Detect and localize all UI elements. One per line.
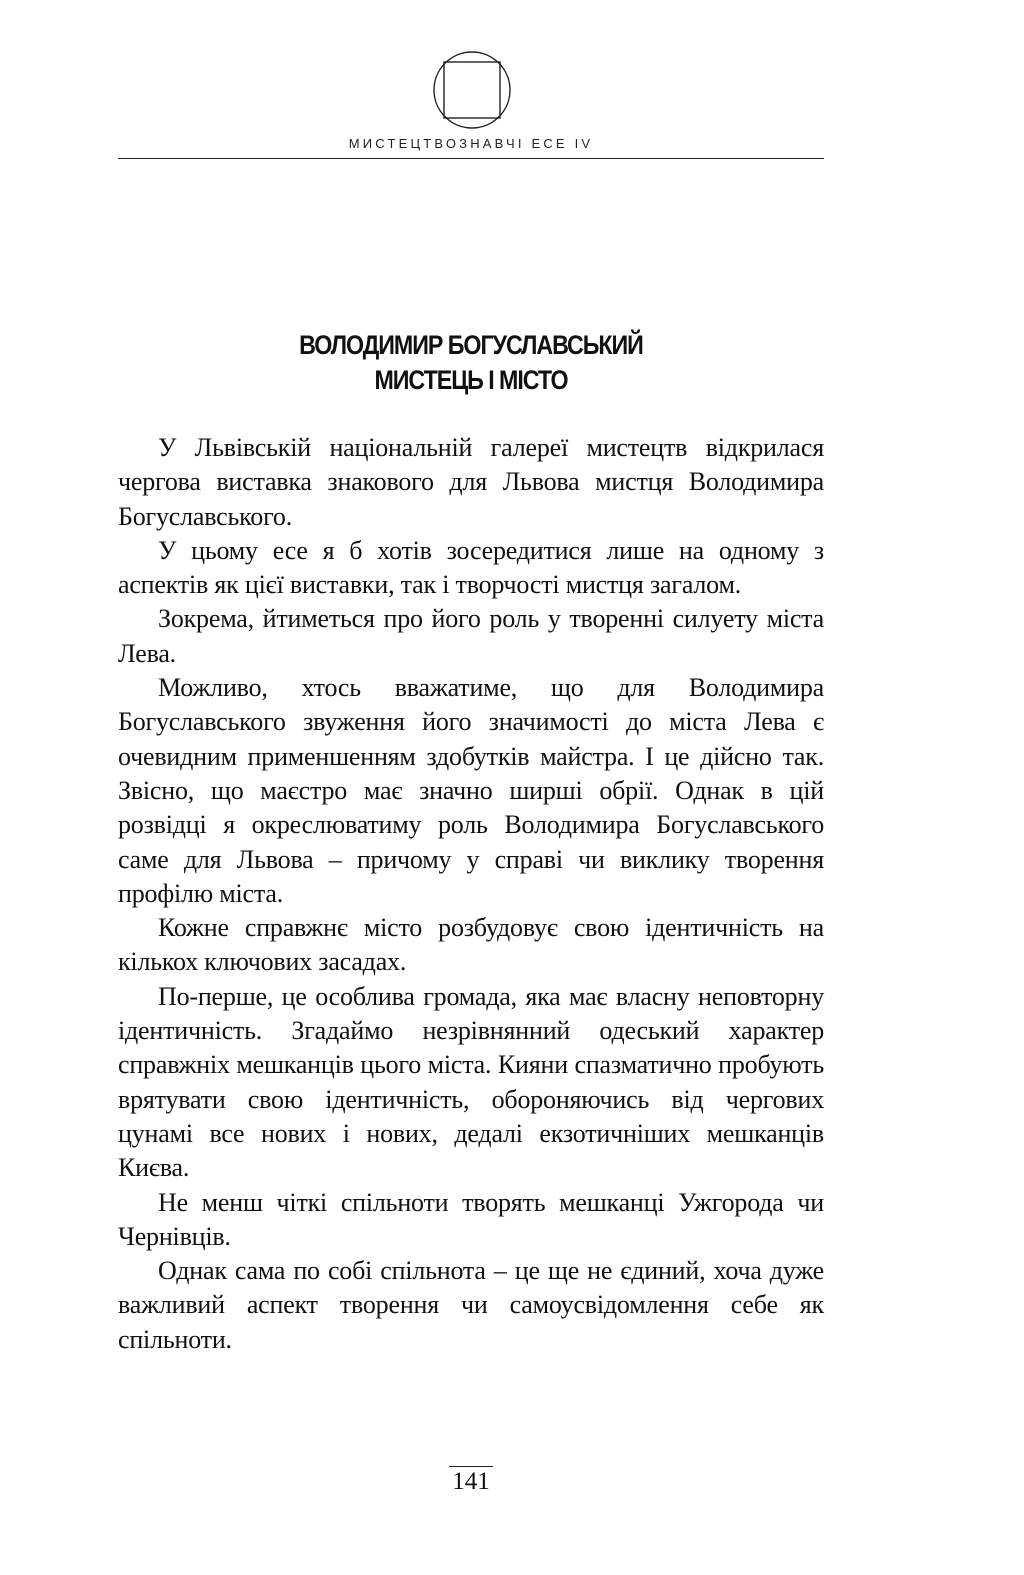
paragraph: У цьому есе я б хотів зосередитися лише на одному з аспектів як цієї виставки, так і творчості мистця загалом. [118, 535, 824, 600]
paragraph: Зокрема, йтиметься про його роль у творенні силуету міста Лева. [118, 604, 824, 668]
running-head: МИСТЕЦТВОЗНАВЧІ ЕСЕ IV [348, 136, 594, 151]
page-number-value: 141 [449, 1466, 493, 1497]
paragraph: У Львівській національній галереї мистецтв відкрилася чергова виставка знакового для Львова мистця Володимира Богуславського. [118, 433, 824, 531]
article-body [118, 431, 824, 1357]
paragraph: Кожне справжнє місто розбудовує свою ідентичність на кількох ключових засадах. [118, 913, 824, 977]
paragraph: Не менш чіткі спільноти творять мешканці Ужгорода чи Чернівців. [118, 1187, 824, 1251]
paragraph: Можливо, хтось вважатиме, що для Володимира Богуславського звуження його значимості до міста Лева є очевидним применшенням здобутків майстра. І це дійсно так. Звісно, що маєстро має значно ширші обрії. Однак в цій розвідці я окреслюватиму роль Володимира Богуславського саме для Львова – причому у справі чи виклику творення профілю міста. [118, 673, 824, 908]
article-title [167, 328, 774, 398]
page-number [118, 1466, 824, 1497]
circle-square-emblem-icon [432, 50, 512, 130]
article-title-line-2: МИСТЕЦЬ І МІСТО [374, 365, 568, 395]
paragraph: Однак сама по собі спільнота – це ще не єдиний, хоча дуже важливий аспект творення чи самоусвідомлення себе як спільноти. [118, 1256, 824, 1354]
paragraph: По-перше, це особлива громада, яка має власну неповторну ідентичність. Згадаймо незрівнянний одеський характер справжніх мешканців цього міста. Кияни спазматично пробують врятувати свою ідентичність, обороняючись від чергових цунамі все нових і нових, дедалі екзотичніших мешканців Києва. [118, 981, 824, 1183]
article-title-line-1: ВОЛОДИМИР БОГУСЛАВСЬКИЙ [299, 330, 643, 360]
header-divider [118, 158, 824, 159]
